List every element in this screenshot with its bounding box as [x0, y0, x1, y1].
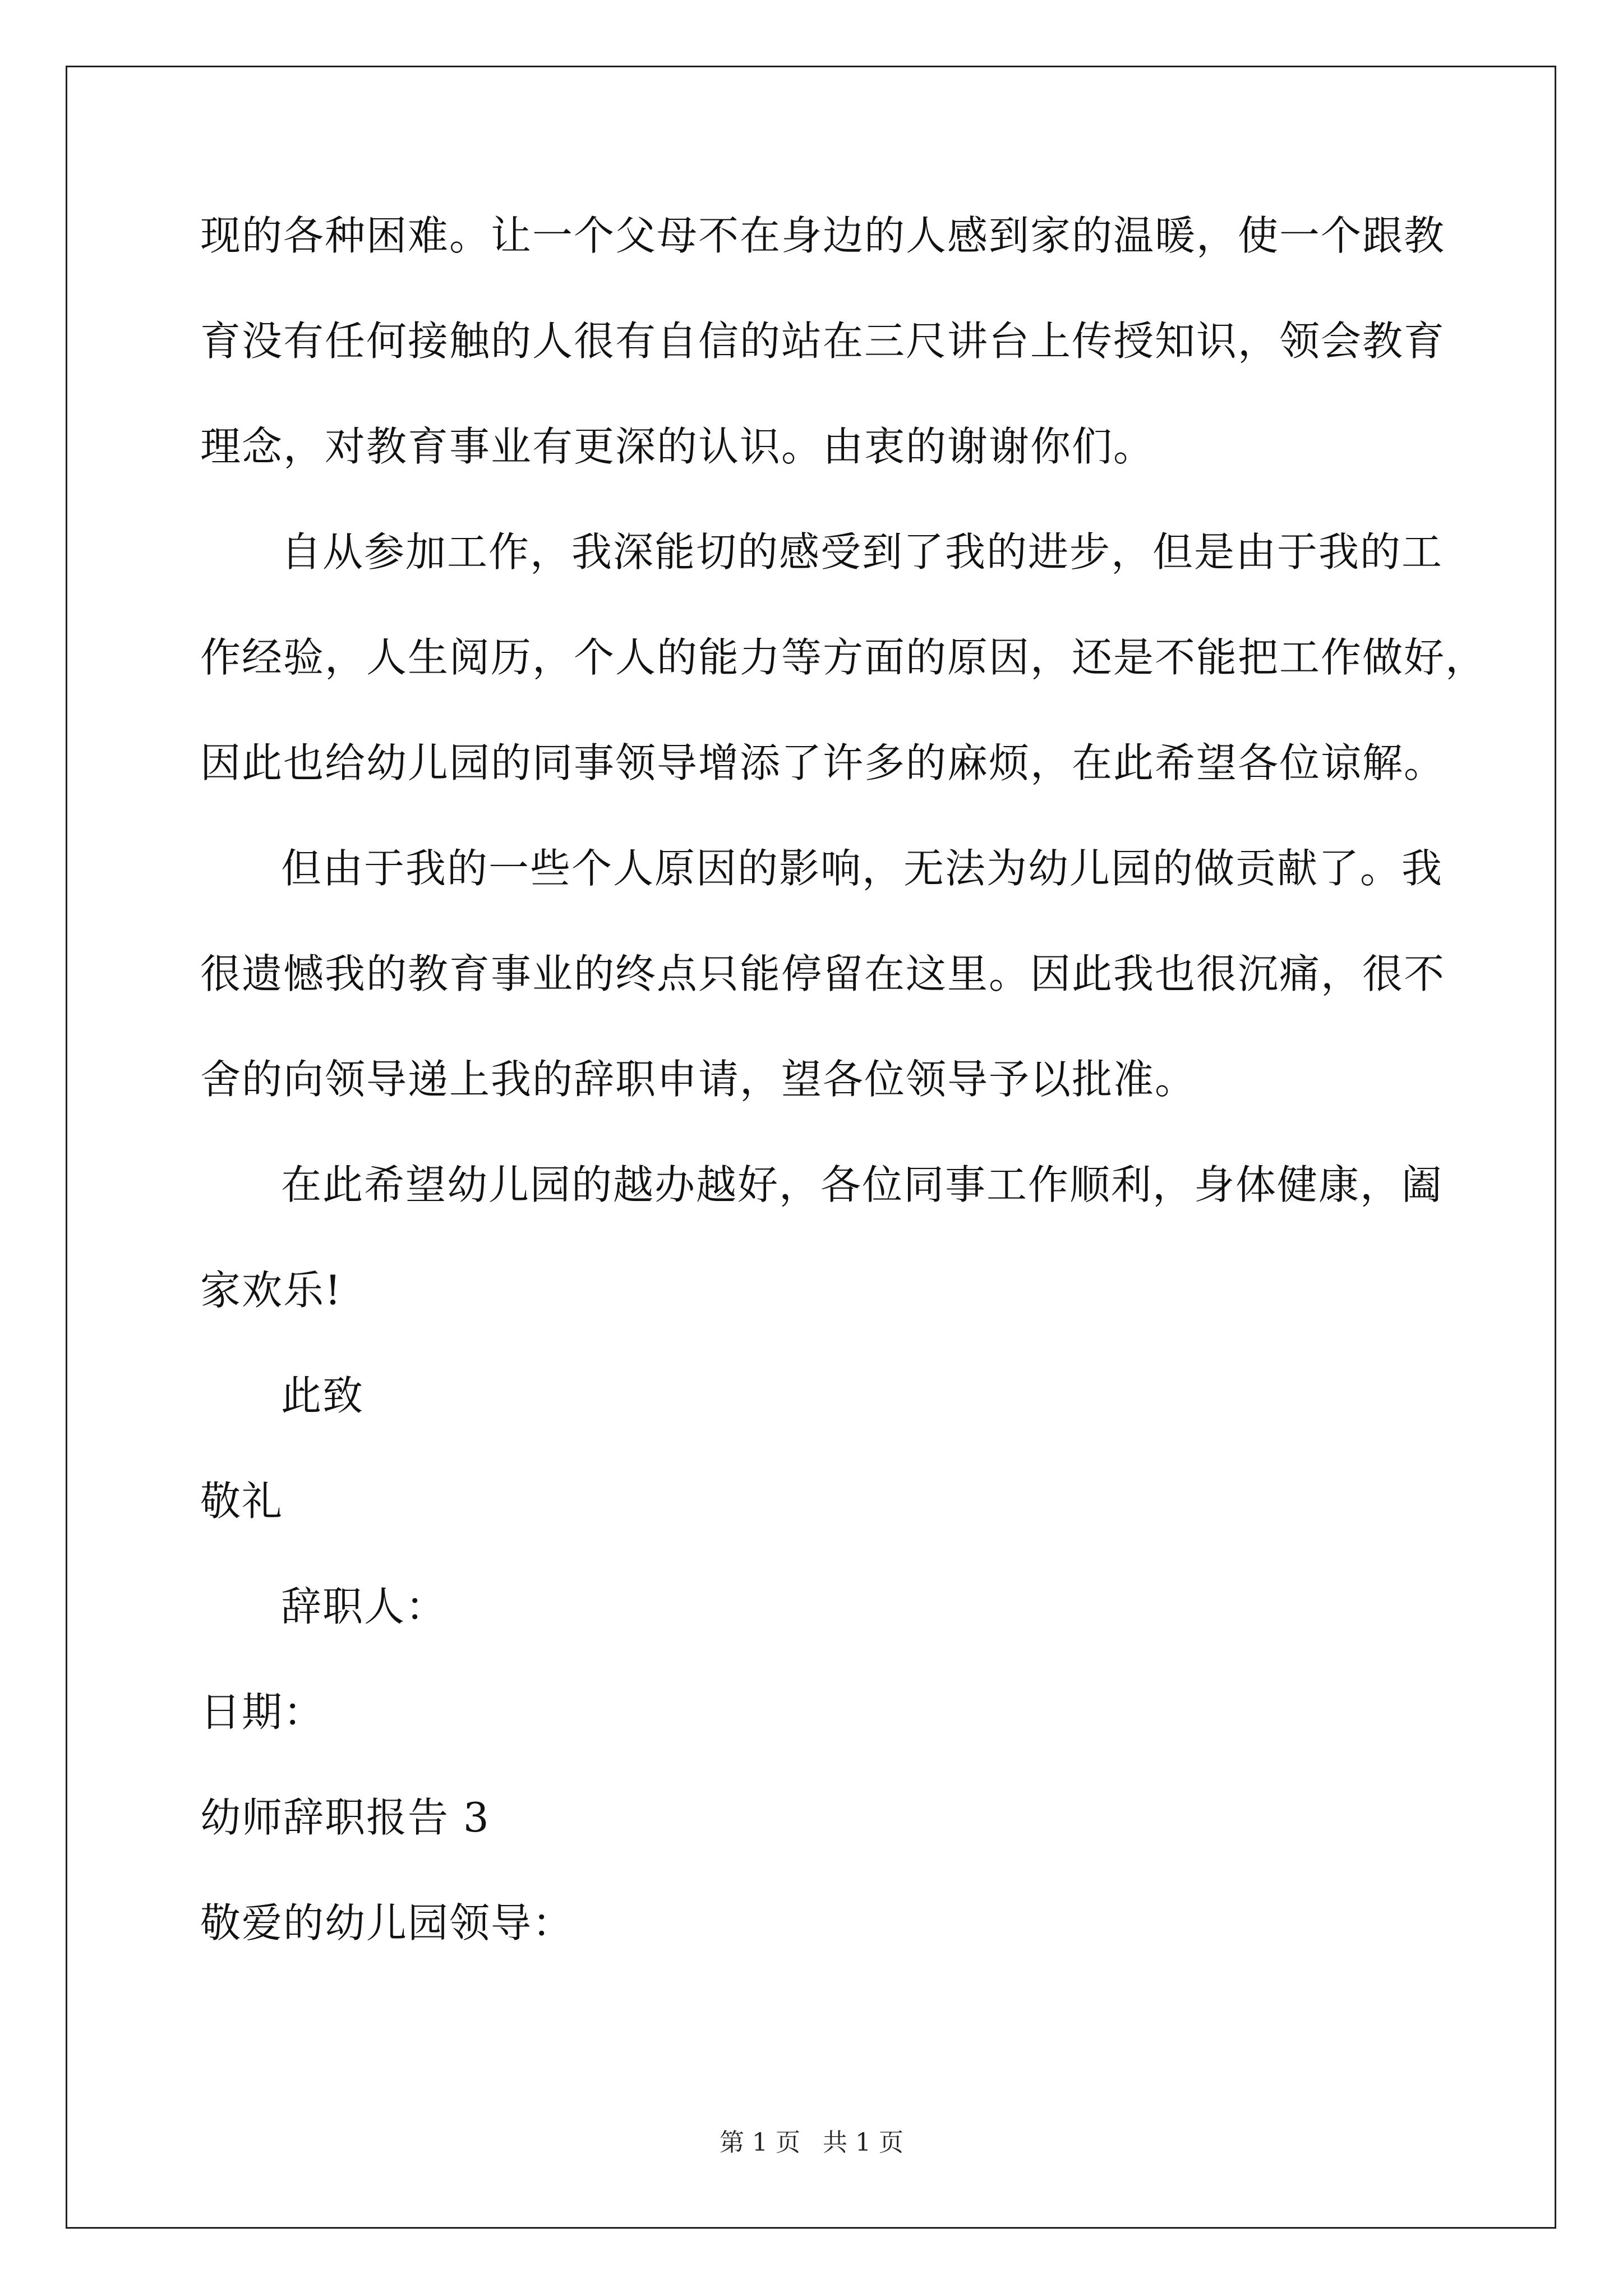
closing-phrase: 此致 [281, 1372, 365, 1419]
page-footer [0, 2126, 1623, 2160]
paragraph-3-line-3: 舍的向领导递上我的辞职申请，望各位领导予以批准。 [200, 1056, 1197, 1103]
next-section-greeting: 敬爱的幼儿园领导： [200, 1899, 574, 1947]
signer-label: 辞职人： [281, 1583, 448, 1630]
paragraph-4-line-1: 在此希望幼儿园的越办越好，各位同事工作顺利，身体健康，阖 [281, 1161, 1444, 1208]
salutation: 敬礼 [200, 1478, 284, 1525]
page-number: 第 1 页 [720, 2128, 800, 2157]
paragraph-4-line-2: 家欢乐! [200, 1267, 342, 1314]
page-total: 共 1 页 [823, 2128, 903, 2157]
paragraph-2-line-2: 作经验，人生阅历，个人的能力等方面的原因，还是不能把工作做好， [200, 634, 1487, 681]
paragraph-2-line-3: 因此也给幼儿园的同事领导增添了许多的麻烦，在此希望各位谅解。 [200, 739, 1446, 786]
paragraph-1-line-3: 理念，对教育事业有更深的认识。由衷的谢谢你们。 [200, 423, 1155, 470]
paragraph-1-line-2: 育没有任何接触的人很有自信的站在三尺讲台上传授知识，领会教育 [200, 318, 1446, 365]
paragraph-3-line-2: 很遗憾我的教育事业的终点只能停留在这里。因此我也很沉痛，很不 [200, 950, 1446, 997]
date-label: 日期： [200, 1688, 325, 1736]
paragraph-3-line-1: 但由于我的一些个人原因的影响，无法为幼儿园的做贡献了。我 [281, 845, 1444, 892]
paragraph-1-line-1: 现的各种困难。让一个父母不在身边的人感到家的温暖，使一个跟教 [200, 212, 1446, 259]
paragraph-2-line-1: 自从参加工作，我深能切的感受到了我的进步，但是由于我的工 [281, 528, 1444, 576]
next-section-title: 幼师辞职报告 3 [200, 1794, 490, 1841]
